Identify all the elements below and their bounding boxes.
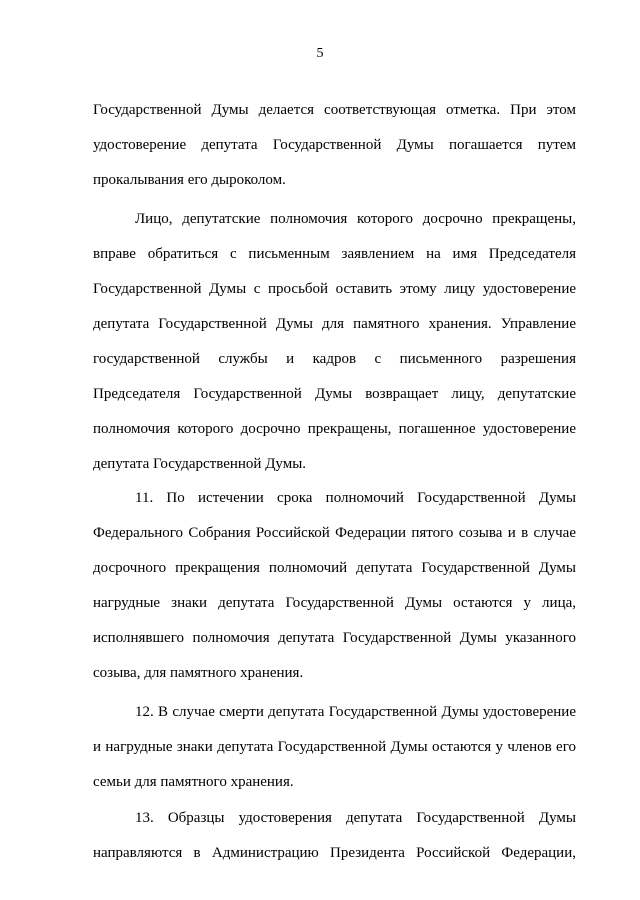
paragraph-item-12: 12. В случае смерти депутата Государственной Думы удостоверение и нагрудные знаки депутата Государственной Думы остаются у членов его семьи для памятного хранения. [93,704,576,790]
paragraph-item-11: 11. По истечении срока полномочий Государственной Думы Федерального Собрания Российской Федерации пятого созыва и в случае досрочного прекращения полномочий депутата Государственной Думы нагрудные знаки депутата Государственной Думы остаются у лица, исполнявшего полномочия депутата Государственной Думы указанного созыва, для памятного хранения. [93,490,576,681]
paragraph-return-of-certificate: Лицо, депутатские полномочия которого досрочно прекращены, вправе обратиться с письменным заявлением на имя Председателя Государственной Думы с просьбой оставить этому лицу удостоверение депутата Государственной Думы для памятного хранения. Управление государственной службы и кадров с письменного разрешения Председателя Государственной Думы возвращает лицу, депутатские полномочия которого досрочно прекращены, погашенное удостоверение депутата Государственной Думы. [93,211,576,472]
paragraph-continued: Государственной Думы делается соответствующая отметка. При этом удостоверение депутата Государственной Думы погашается путем прокалывания его дыроколом. [93,102,576,188]
page-number: 5 [316,46,324,61]
paragraph-item-13: 13. Образцы удостоверения депутата Государственной Думы направляются в Администрацию Президента Российской Федерации, [93,810,576,861]
